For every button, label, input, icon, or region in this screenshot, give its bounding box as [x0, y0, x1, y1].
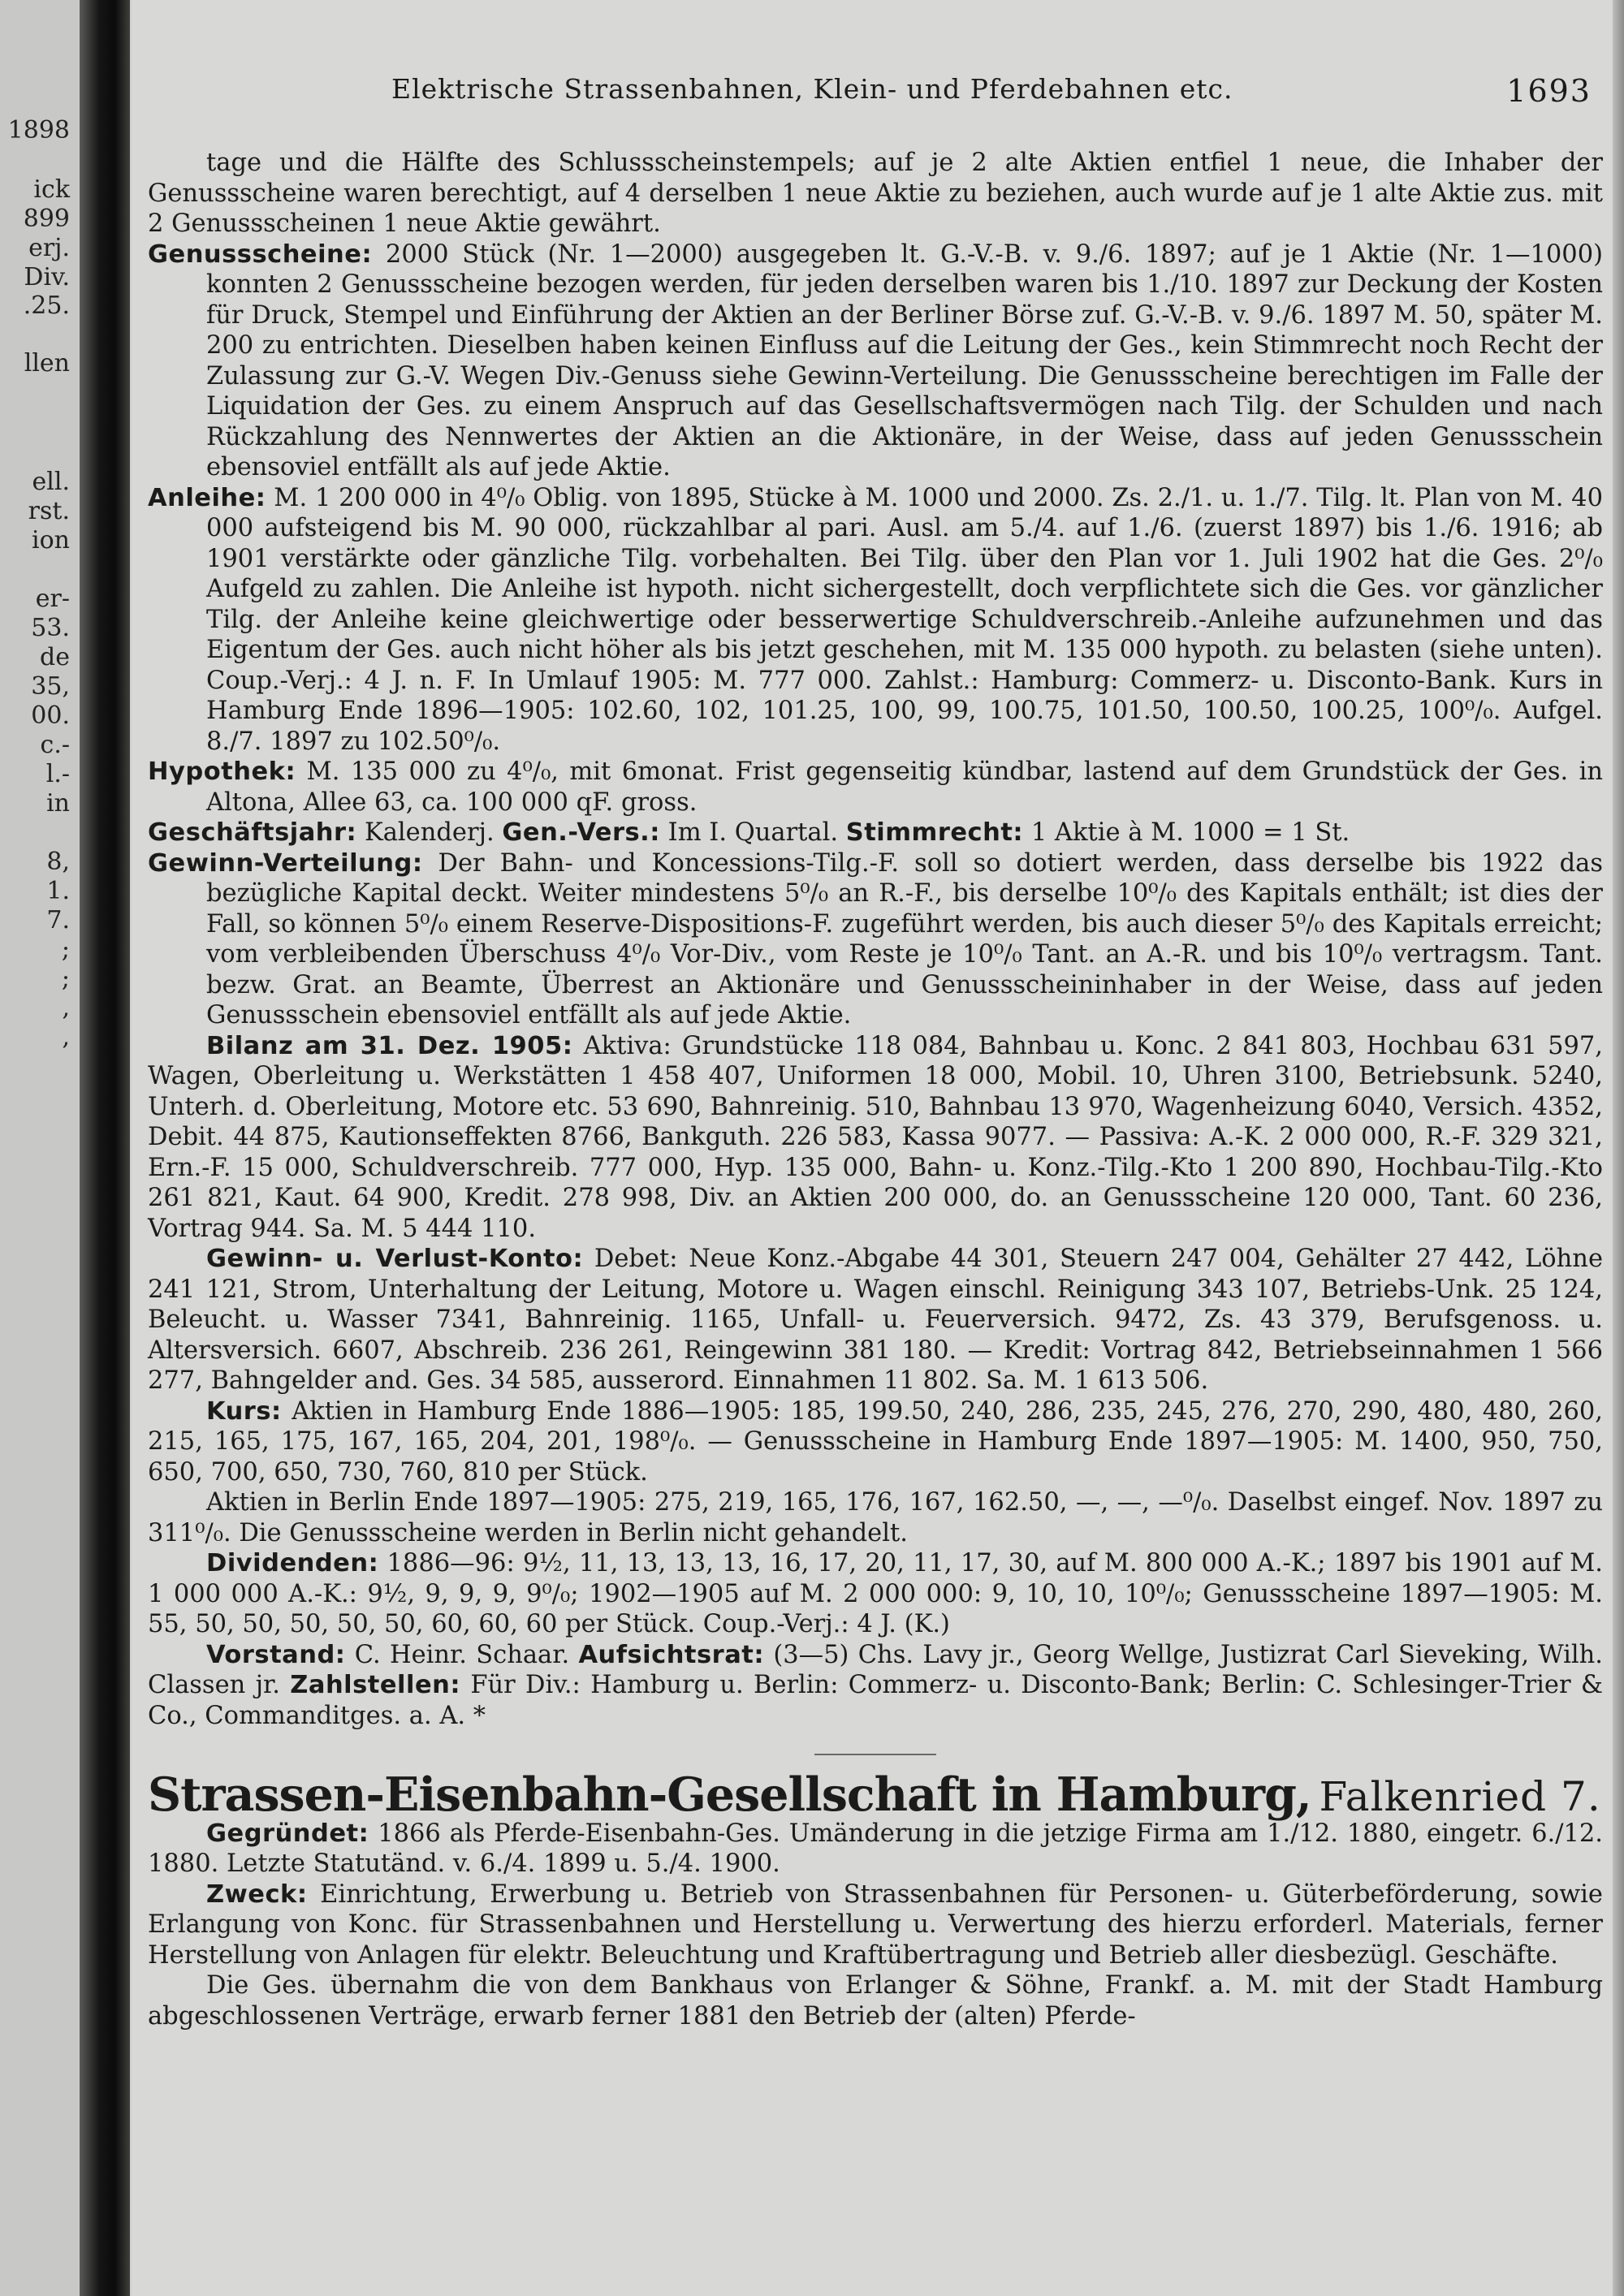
paragraph-text: Aktien in Hamburg Ende 1886—1905: 185, 199.50, 240, 286, 235, 245, 276, 270, 290, 480, 480, 260, 215, 165, 175, 167, 165, 204, 201, 198⁰/₀. — Genussscheine in Hamburg Ende 1897—1905: M. 1400, 950, 750, 650, 700, 650, 730, 760, 810 per Stück.	[148, 1396, 1603, 1487]
paragraph-label: Bilanz am 31. Dez. 1905:	[206, 1031, 573, 1060]
margin-fragment: c.-	[40, 732, 70, 758]
paragraph-label: Gegründet:	[206, 1819, 369, 1848]
margin-fragment: de	[40, 645, 70, 671]
paragraph-kurs-berlin	[148, 1487, 1603, 1548]
running-header	[132, 73, 1613, 112]
paragraph-label: Zahlstellen:	[290, 1671, 461, 1699]
paragraph-label: Geschäftsjahr:	[148, 818, 357, 847]
document-page	[132, 0, 1613, 2296]
book-spine-shadow	[80, 0, 130, 2296]
paragraph-text: 1 Aktie à M. 1000 = 1 St.	[1030, 818, 1350, 847]
paragraph-text: M. 135 000 zu 4⁰/₀, mit 6monat. Frist gegenseitig kündbar, lastend auf dem Grundstück der Ges. in Altona, Allee 63, ca. 100 000 qF. gross.	[206, 757, 1603, 817]
paragraph-text: M. 1 200 000 in 4⁰/₀ Oblig. von 1895, Stücke à M. 1000 und 2000. Zs. 2./1. u. 1./7. Tilg. lt. Plan von M. 40 000 aufsteigend bis M. 90 000, rückzahlbar al pari. Ausl. am 5./4. auf 1./6. (zuerst 1897) bis 1./6. 1916; ab 1901 verstärkte oder gänzliche Tilg. vorbehalten. Bei Tilg. über den Plan vor 1. Juli 1902 hat die Ges. 2⁰/₀ Aufgeld zu zahlen. Die Anleihe ist hypoth. nicht sichergestellt, doch verpflichtete sich die Ges. vor gänzlicher Tilg. der Anleihe keine gleichwertige oder besserwertige Schuldverschreib.-Anleihe aufzunehmen und das Eigentum der Ges. auch nicht höher als bis jetzt geschehen, mit M. 135 000 hypoth. zu belasten (siehe unten). Coup.-Verj.: 4 J. n. F. In Umlauf 1905: M. 777 000. Zahlst.: Hamburg: Commerz- u. Disconto-Bank. Kurs in Hamburg Ende 1896—1905: 102.60, 102, 101.25, 100, 99, 100.75, 101.50, 100.50, 100.25, 100⁰/₀. Aufgel. 8./7. 1897 zu 102.50⁰/₀.	[206, 483, 1603, 756]
margin-fragment: ,	[62, 1025, 70, 1051]
paragraph-genussscheine	[148, 240, 1603, 483]
paragraph	[148, 148, 1603, 240]
paragraph-text: Die Ges. übernahm die von dem Bankhaus von Erlanger & Söhne, Frankf. a. M. mit der Stadt Hamburg abgeschlossenen Verträge, erwarb ferner 1881 den Betrieb der (alten) Pferde-	[148, 1971, 1603, 2031]
margin-fragment: Div.	[24, 265, 70, 291]
paragraph-label: Stimmrecht:	[845, 818, 1024, 847]
paragraph-text: Einrichtung, Erwerbung u. Betrieb von Strassenbahnen für Personen- u. Güterbeförderung, sowie Erlangung von Konc. für Strassenbahnen und Herstellung u. Verwertung des hierzu erforderl. Materials, ferner Herstellung von Anlagen für elektr. Beleuchtung und Kraftübertragung und Betrieb aller diesbezügl. Geschäfte.	[148, 1880, 1603, 1970]
margin-fragment: .25.	[23, 293, 70, 319]
paragraph-text: Debet: Neue Konz.-Abgabe 44 301, Steuern 247 004, Gehälter 27 442, Löhne 241 121, Strom, Unterhaltung der Leitung, Motore u. Wagen einschl. Reinigung 343 107, Betriebs-Unk. 25 124, Beleucht. u. Wasser 7341, Bahnreinig. 1165, Unfall- u. Feuerversich. 9472, Zs. 43 379, Berufsgenoss. u. Altersversich. 6607, Abschreib. 236 261, Reingewinn 381 180. — Kredit: Vortrag 842, Betriebseinnahmen 1 566 277, Bahngelder and. Ges. 34 585, ausserord. Einnahmen 11 802. Sa. M. 1 613 506.	[148, 1245, 1603, 1395]
company-name: Strassen-Eisenbahn-Gesellschaft in Hamburg,	[148, 1767, 1311, 1822]
company-address: Falkenried 7.	[1319, 1773, 1601, 1820]
section-divider	[814, 1754, 936, 1755]
margin-fragment: ;	[61, 937, 70, 963]
paragraph-label: Hypothek:	[148, 757, 296, 786]
margin-fragment: in	[46, 791, 70, 817]
paragraph-text: Aktien in Berlin Ende 1897—1905: 275, 219, 165, 176, 167, 162.50, —, —, —⁰/₀. Daselbst eingef. Nov. 1897 zu 311⁰/₀. Die Genussscheine werden in Berlin nicht gehandelt.	[148, 1488, 1603, 1547]
paragraph-text: 1866 als Pferde-Eisenbahn-Ges. Umänderung in die jetzige Firma am 1./12. 1880, eingetr. 6./12. 1880. Letzte Statutänd. v. 6./4. 1899 u. 5./4. 1900.	[148, 1819, 1604, 1878]
margin-fragment: 7.	[46, 908, 70, 934]
paragraph-text: C. Heinr. Schaar.	[354, 1640, 579, 1669]
paragraph-dividenden	[148, 1548, 1603, 1640]
paragraph-text: 2000 Stück (Nr. 1—2000) ausgegeben lt. G.-V.-B. v. 9./6. 1897; auf je 1 Aktie (Nr. 1—1000) konnten 2 Genussscheine bezogen werden, für jeden derselben waren bis 1./10. 1897 zur Deckung der Kosten für Druck, Stempel und Einführung der Aktien an der Berliner Börse zuf. G.-V.-B. v. 9./6. 1897 M. 50, später M. 200 zu entrichten. Dieselben haben keinen Einfluss auf die Leitung der Ges., kein Stimmrecht noch Recht der Zulassung zur G.-V. Wegen Div.-Genuss siehe Gewinn-Verteilung. Die Genussscheine berechtigen im Falle der Liquidation der Ges. zu einem Anspruch auf das Gesellschaftsvermögen nach Tilg. der Schulden und nach Rückzahlung des Nennwertes der Aktien an die Aktionäre, in der Weise, dass auf jeden Genussschein ebensoviel entfällt als auf jede Aktie.	[206, 240, 1603, 481]
margin-fragment: 00.	[31, 703, 70, 729]
margin-fragment: rst.	[28, 498, 70, 524]
paragraph-text: 1886—96: 9½, 11, 13, 13, 13, 16, 17, 20, 11, 17, 30, auf M. 800 000 A.-K.; 1897 bis 1901 auf M. 1 000 000 A.-K.: 9½, 9, 9, 9, 9⁰/₀; 1902—1905 auf M. 2 000 000: 9, 10, 10, 10⁰/₀; Genussscheine 1897—1905: M. 55, 50, 50, 50, 50, 50, 60, 60, 60 per Stück. Coup.-Verj.: 4 J. (K.)	[148, 1549, 1603, 1638]
paragraph	[148, 1970, 1603, 2031]
paragraph-zweck	[148, 1880, 1603, 1971]
margin-fragment: 53.	[31, 615, 70, 641]
margin-fragment: er-	[35, 586, 70, 612]
paragraph-bilanz	[148, 1031, 1603, 1245]
previous-page-edge	[0, 0, 80, 2296]
paragraph-label: Anleihe:	[148, 483, 266, 512]
paragraph-gewinn-verlust	[148, 1244, 1603, 1396]
paragraph-anleihe	[148, 483, 1603, 757]
paragraph-label: Gewinn- u. Verlust-Konto:	[206, 1245, 584, 1273]
page-edge	[1613, 0, 1624, 2296]
margin-fragment: ,	[62, 995, 70, 1021]
paragraph-gegruendet	[148, 1819, 1603, 1880]
paragraph-text: Für Div.: Hamburg u. Berlin: Commerz- u. Disconto-Bank; Berlin: C. Schlesinger-Trier & Co., Commanditges. a. A. *	[148, 1671, 1603, 1730]
margin-fragment: 8,	[46, 849, 70, 875]
paragraph-text: Der Bahn- und Koncessions-Tilg.-F. soll so dotiert werden, dass derselbe bis 1922 das bezügliche Kapital deckt. Weiter mindestens 5⁰/₀ an R.-F., bis derselbe 10⁰/₀ des Kapitals enthält; ist dies der Fall, so können 5⁰/₀ einem Reserve-Dispositions-F. zugeführt werden, bis auch dieser 5⁰/₀ des Kapitals erreicht; vom verbleibenden Überschuss 4⁰/₀ Vor-Div., vom Reste je 10⁰/₀ Tant. an A.-R. und bis 10⁰/₀ vertragsm. Tant. bezw. Grat. an Beamte, Überrest an Aktionäre und Genussscheininhaber in der Weise, dass auf jeden Genussschein ebensoviel entfällt als auf jede Aktie.	[206, 848, 1603, 1029]
paragraph-label: Gewinn-Verteilung:	[148, 848, 423, 878]
company-heading	[148, 1767, 1603, 1822]
margin-fragment: ion	[32, 528, 70, 554]
paragraph-label: Genussscheine:	[148, 240, 373, 269]
margin-fragment: erj.	[28, 235, 70, 261]
body-text	[148, 148, 1603, 2031]
margin-fragment: l.-	[45, 762, 70, 788]
margin-fragment: 35,	[31, 674, 70, 700]
paragraph-geschaeftsjahr	[148, 818, 1603, 848]
paragraph-kurs	[148, 1396, 1603, 1488]
paragraph-text: Aktiva: Grundstücke 118 084, Bahnbau u. Konc. 2 841 803, Hochbau 631 597, Wagen, Oberleitung u. Werkstätten 1 458 407, Uniformen 18 000, Mobil. 10, Uhren 3100, Betriebsunk. 5240, Unterh. d. Oberleitung, Motore etc. 53 690, Bahnreinig. 510, Bahnbau 13 970, Wagenheizung 6040, Versich. 4352, Debit. 44 875, Kautionseffekten 8766, Bankguth. 226 583, Kassa 9077. — Passiva: A.-K. 2 000 000, R.-F. 329 321, Ern.-F. 15 000, Schuldverschreib. 777 000, Hyp. 135 000, Bahn- u. Konz.-Tilg.-Kto 1 200 890, Hochbau-Tilg.-Kto 261 821, Kaut. 64 900, Kredit. 278 998, Div. an Aktien 200 000, do. an Genussscheine 120 000, Tant. 60 236, Vortrag 944. Sa. M. 5 444 110.	[148, 1031, 1603, 1243]
margin-fragment: 1898	[7, 118, 70, 144]
paragraph-text: Im I. Quartal.	[667, 818, 846, 847]
paragraph-label: Aufsichtsrat:	[578, 1640, 765, 1669]
paragraph-label: Gen.-Vers.:	[502, 818, 660, 847]
margin-fragment: ell.	[32, 469, 70, 495]
margin-fragment: 899	[23, 206, 70, 232]
margin-fragment: ick	[33, 177, 70, 203]
paragraph-label: Zweck:	[206, 1880, 308, 1909]
paragraph-label: Vorstand:	[206, 1640, 346, 1669]
paragraph-label: Kurs:	[206, 1396, 282, 1426]
paragraph-gewinn-verteilung	[148, 848, 1603, 1031]
margin-fragment: ;	[61, 966, 70, 992]
paragraph-label: Dividenden:	[206, 1549, 379, 1577]
paragraph-text: (3—5) Chs. Lavy jr., Georg Wellge, Justizrat Carl Sieveking, Wilh. Classen jr.	[148, 1640, 1603, 1699]
paragraph-hypothek	[148, 757, 1603, 818]
margin-fragment: llen	[24, 351, 70, 377]
page-number: 1693	[1506, 73, 1592, 109]
paragraph-text: Kalenderj.	[364, 818, 503, 847]
running-title: Elektrische Strassenbahnen, Klein- und Pferdebahnen etc.	[391, 73, 1233, 105]
paragraph-text: tage und die Hälfte des Schlussscheinstempels; auf je 2 alte Aktien entfiel 1 neue, die Inhaber der Genussscheine waren berechtigt, auf 4 derselben 1 neue Aktie zu beziehen, auch wurde auf je 1 alte Aktie zus. mit 2 Genussscheinen 1 neue Aktie gewährt.	[148, 149, 1603, 238]
margin-fragment: 1.	[46, 878, 70, 904]
paragraph-vorstand	[148, 1640, 1603, 1732]
